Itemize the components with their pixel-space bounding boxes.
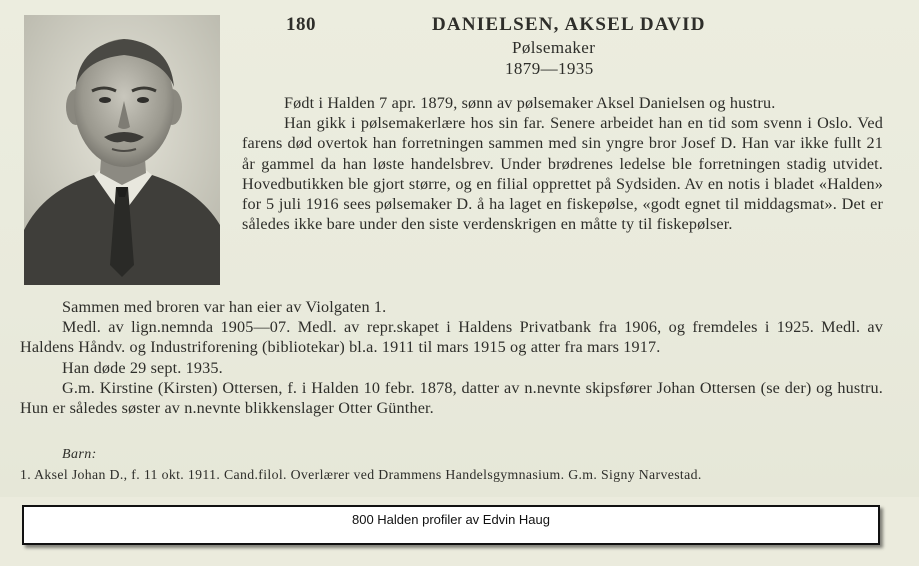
- child-entry: 1. Aksel Johan D., f. 11 okt. 1911. Cand.filol. Overlærer ved Drammens Handelsgymnasium. G.m. Signy Narvestad.: [20, 467, 702, 482]
- portrait-illustration: [24, 15, 220, 285]
- caption-text: 800 Halden profiler av Edvin Haug: [351, 512, 550, 527]
- biography-full-width: [20, 297, 883, 418]
- bio-paragraph: Han gikk i pølsemakerlære hos sin far. Senere arbeidet han en tid som svenn i Oslo. Ved farens død overtok han forretningen sammen med sin yngre bror Josef D. Han var ikke fullt 21 år gammel da han løste handelsbrev. Under brødrenes ledelse ble forretningen stadig utvidet. Hovedbutikken ble gjort større, og en filial opprettet på Sydsiden. Av en notis i bladet «Halden» for 5 juli 1916 sees pølsemaker D. å ha laget en fiskepølse, «godt egnet til middagsmat». Det er således ikke bare under den siste verdenskrigen en måtte ty til fiskepølser.: [242, 114, 883, 234]
- portrait-photo: [24, 15, 220, 285]
- person-name-heading: DANIELSEN, AKSEL DAVID: [432, 14, 706, 35]
- occupation: Pølsemaker: [512, 38, 596, 57]
- bio-paragraph: Sammen med broren var han eier av Violgaten 1.: [62, 298, 387, 316]
- bio-paragraph: Født i Halden 7 apr. 1879, sønn av pølsemaker Aksel Danielsen og hustru.: [284, 94, 776, 112]
- bio-paragraph: Han døde 29 sept. 1935.: [62, 358, 223, 377]
- lifespan: 1879—1935: [505, 59, 594, 78]
- bio-paragraph: G.m. Kirstine (Kirsten) Ottersen, f. i Halden 10 febr. 1878, datter av n.nevnte skipsfører Johan Ottersen (se der) og hustru. Hun er således søster av n.nevnte blikkenslager Otter Günther.: [20, 378, 883, 418]
- page-number: 180: [286, 14, 316, 35]
- caption-box: [22, 505, 880, 545]
- children-heading: Barn:: [62, 447, 97, 462]
- biography-beside-photo: [242, 93, 883, 234]
- bio-paragraph: Medl. av lign.nemnda 1905—07. Medl. av repr.skapet i Haldens Privatbank fra 1906, og fremdeles i 1925. Medl. av Haldens Håndv. og Industriforening (bibliotekar) bl.a. 1911 til mars 1915 og atter fra mars 1917.: [20, 318, 883, 357]
